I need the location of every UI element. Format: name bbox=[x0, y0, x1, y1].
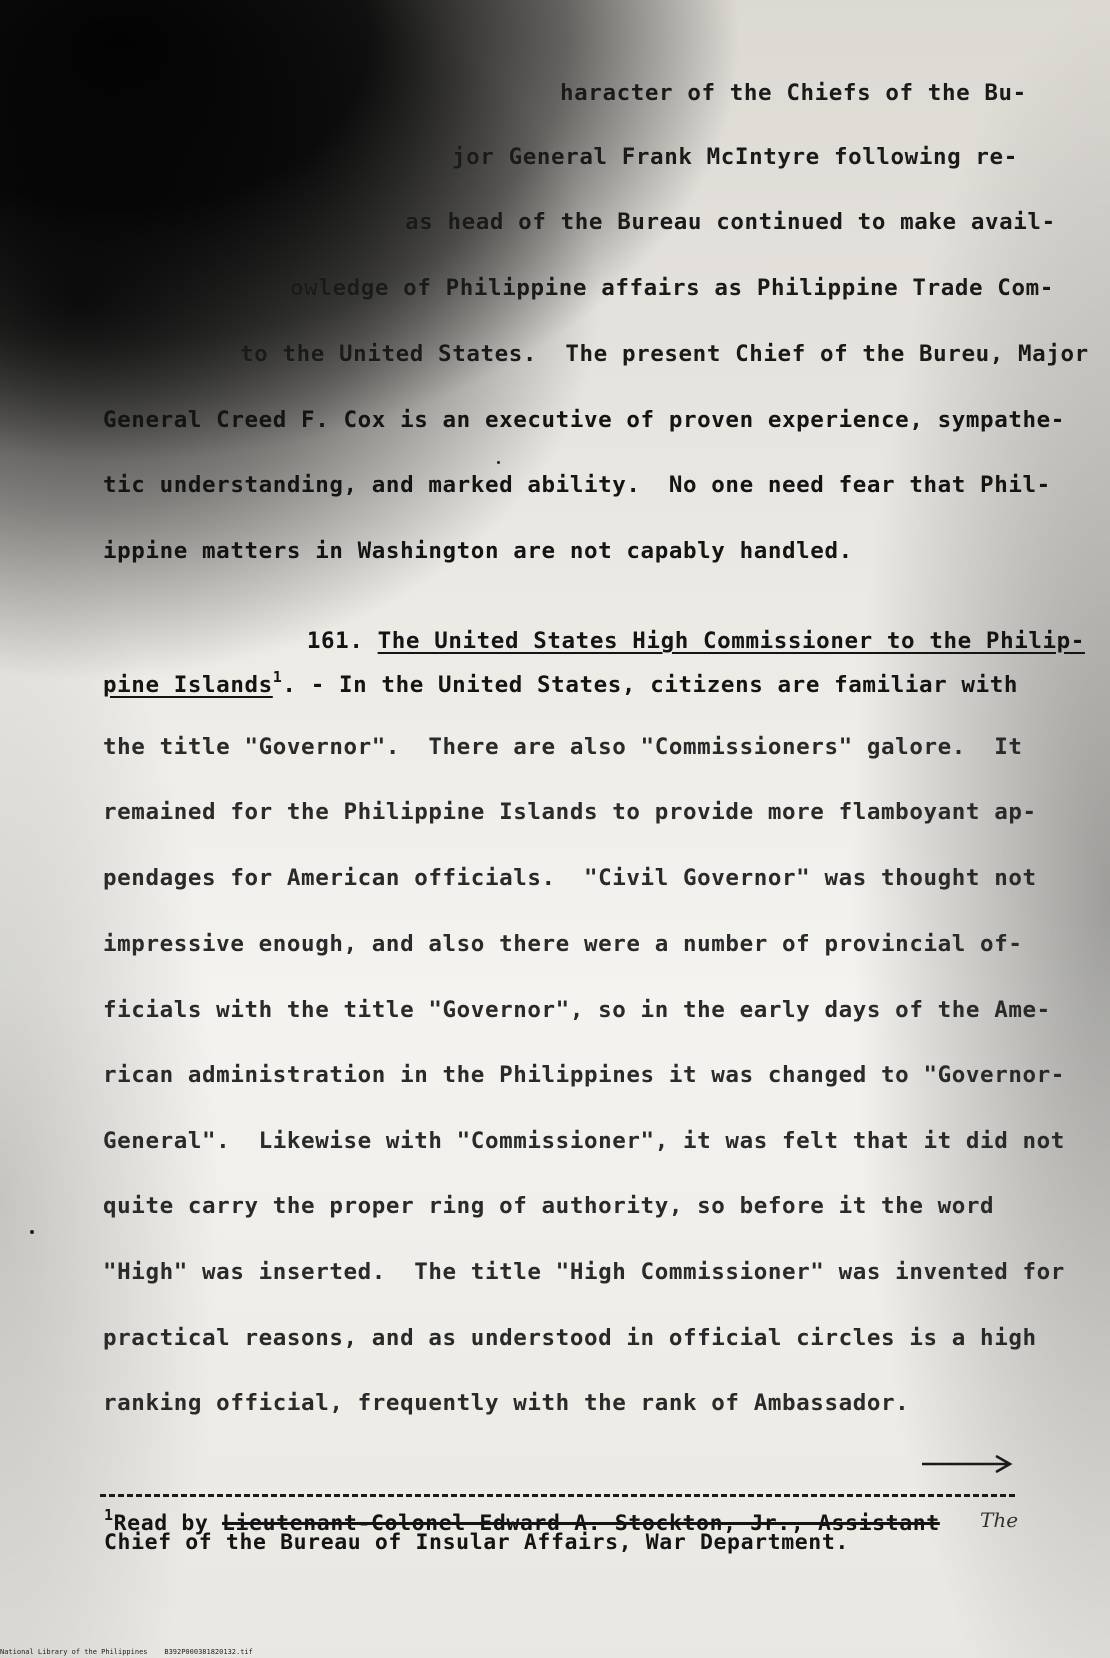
footnote-struck-text: Lieutenant-Colonel Edward A. Stockton, Jr., Assistant bbox=[222, 1511, 940, 1536]
scan-speck bbox=[497, 461, 500, 464]
footnote-prefix: Read by bbox=[113, 1511, 222, 1536]
handwritten-initials: The bbox=[980, 1508, 1019, 1532]
text-line-7: tic understanding, and marked ability. No one need fear that Phil- bbox=[103, 472, 1051, 498]
body-line-4: impressive enough, and also there were a number of provincial of- bbox=[103, 931, 1023, 957]
body-line-9: "High" was inserted. The title "High Commissioner" was invented for bbox=[103, 1259, 1065, 1285]
section-title-part1: The United States High Commissioner to the Philip- bbox=[377, 628, 1085, 654]
body-line-11: ranking official, frequently with the rank of Ambassador. bbox=[103, 1390, 910, 1416]
text-line-1: haracter of the Chiefs of the Bu- bbox=[560, 80, 1027, 106]
body-line-7: General". Likewise with "Commissioner", it was felt that it did not bbox=[103, 1128, 1065, 1154]
text-line-4: owledge of Philippine affairs as Philippine Trade Com- bbox=[290, 275, 1054, 301]
text-line-3: as head of the Bureau continued to make avail- bbox=[405, 209, 1056, 235]
text-line-2: jor General Frank McIntyre following re- bbox=[452, 144, 1018, 170]
section-lead-text: . - In the United States, citizens are familiar with bbox=[282, 672, 1019, 698]
scan-speck bbox=[30, 1230, 34, 1234]
footnote-number: 1 bbox=[104, 1506, 114, 1524]
section-title-line2 bbox=[103, 668, 1018, 698]
body-line-1: the title "Governor". There are also "Commissioners" galore. It bbox=[103, 734, 1023, 760]
section-number: 161. bbox=[306, 628, 364, 654]
body-line-6: rican administration in the Philippines it was changed to "Governor- bbox=[103, 1062, 1065, 1088]
continuation-arrow-icon bbox=[920, 1453, 1015, 1475]
text-line-6: General Creed F. Cox is an executive of proven experience, sympathe- bbox=[103, 407, 1065, 433]
footnote-separator bbox=[100, 1494, 1015, 1497]
text-line-5: to the United States. The present Chief of the Bureu, Major bbox=[240, 341, 1089, 367]
body-line-5: ficials with the title "Governor", so in the early days of the Ame- bbox=[103, 997, 1051, 1023]
footnote-line-2: Chief of the Bureau of Insular Affairs, War Department. bbox=[104, 1530, 849, 1555]
section-title-part2: pine Islands bbox=[103, 672, 273, 698]
body-line-10: practical reasons, and as understood in official circles is a high bbox=[103, 1325, 1037, 1351]
body-line-8: quite carry the proper ring of authority, so before it the word bbox=[103, 1193, 995, 1219]
scan-footer-label: National Library of the Philippines B392P000381820132.tif bbox=[0, 1648, 253, 1656]
footnote-marker: 1 bbox=[272, 668, 283, 686]
body-line-2: remained for the Philippine Islands to provide more flamboyant ap- bbox=[103, 799, 1037, 825]
body-line-3: pendages for American officials. "Civil Governor" was thought not bbox=[103, 865, 1037, 891]
text-line-8: ippine matters in Washington are not capably handled. bbox=[103, 538, 853, 564]
